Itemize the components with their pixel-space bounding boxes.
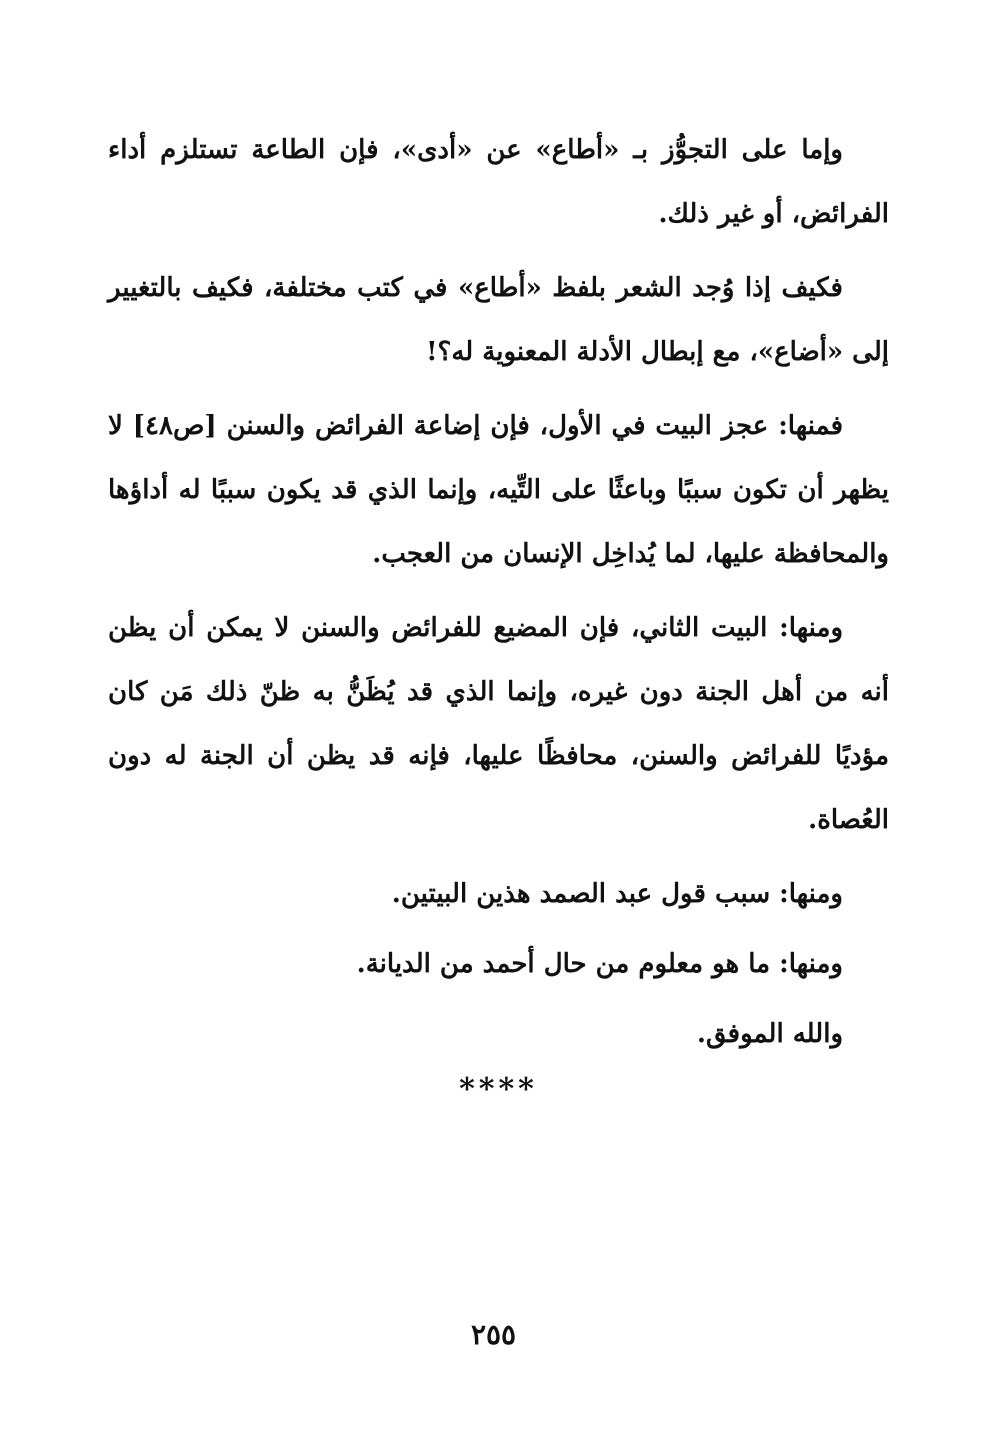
section-separator: ****: [459, 1072, 538, 1107]
paragraph-5: ومنها: سبب قول عبد الصمد هذين البيتين.: [391, 879, 843, 909]
page-number: ٢٥٥: [470, 1318, 517, 1351]
paragraph-6: ومنها: ما هو معلوم من حال أحمد من الديانة.: [356, 949, 843, 979]
page-body: [108, 118, 889, 1107]
paragraph-4: ومنها: البيت الثاني، فإن المضيع للفرائض والسنن لا يمكن أن يظن أنه من أهل الجنة دون غيره، وإنما الذي قد يُظَنُّ به ظنّ ذلك مَن كان مؤديًا للفرائض والسنن، محافظًا عليها، فإنه قد يظن أن الجنة له دون العُصاة.: [108, 613, 889, 835]
paragraph-2: فكيف إذا وُجد الشعر بلفظ «أطاع» في كتب مختلفة، فكيف بالتغيير إلى «أضاع»، مع إبطال الأدلة المعنوية له؟!: [108, 273, 889, 367]
paragraph-7: والله الموفق.: [696, 1019, 843, 1049]
paragraph-3: فمنها: عجز البيت في الأول، فإن إضاعة الفرائض والسنن [ص٤٨] لا يظهر أن تكون سببًا وباعثًا على التِّيه، وإنما الذي قد يكون سببًا له أداؤها والمحافظة عليها، لما يُداخِل الإنسان من العجب.: [108, 411, 889, 569]
paragraph-1: وإما على التجوُّز بـ «أطاع» عن «أدى»، فإن الطاعة تستلزم أداء الفرائض، أو غير ذلك.: [108, 135, 889, 229]
